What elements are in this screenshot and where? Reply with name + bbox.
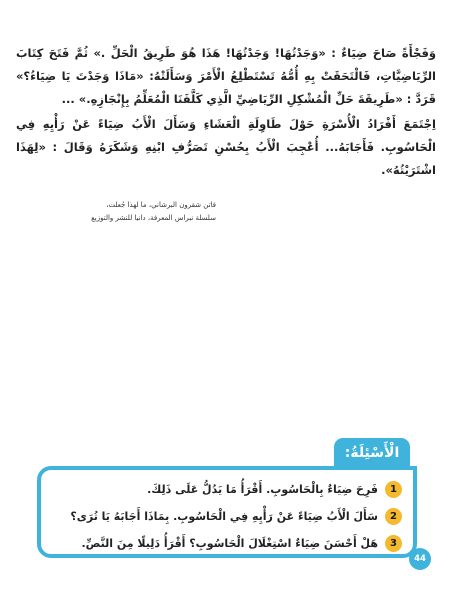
page-number-badge: 44 (409, 548, 431, 570)
question-item (52, 503, 402, 530)
question-item (52, 530, 402, 557)
story-paragraph-2: اِجْتَمَعَ أَفْرَادُ الْأُسْرَةِ حَوْلَ طَاوِلَةِ الْعَشَاءِ وَسَأَلَ الْأَبُ ضِيَاءً عَنْ رَأْيِهِ فِي الْحَاسُوبِ. فَأَجَابَهُ... أُعْجِبَ الْأَبُ بِحُسْنِ تَصَرُّفِ ابْنِهِ وَشَكَرَهُ وَقَالَ : «لِهَذَا اشْتَرَيْتُهُ». (16, 117, 436, 177)
question-number-badge: 2 (385, 508, 402, 525)
credit-author-line: فاتن شقرون البرشاني، ما لهذا جُعلت، (106, 201, 216, 209)
question-text: هَلْ أَحْسَنَ ضِيَاءٌ اسْتِغْلَالَ الْحَاسُوبِ؟ أَقْرَأُ دَلِيلًا مِنَ النَّصِّ. (81, 537, 378, 550)
credit-publisher-line: سلسلة نبراس المعرفة، دانيا للنشر والتوزيع (91, 214, 216, 222)
questions-title: الْأَسْئِلَةُ: (334, 438, 410, 468)
question-text: سَأَلَ الْأَبُ ضِيَاءً عَنْ رَأْيِهِ فِي الْحَاسُوبِ. بِمَاذَا أَجَابَهُ يَا تُرَى؟ (70, 510, 378, 523)
question-text: فَرِحَ ضِيَاءٌ بِالْحَاسُوبِ. أَقْرَأُ مَا يَدُلُّ عَلَى ذَلِكَ. (147, 483, 378, 496)
source-credit (16, 199, 216, 225)
question-number-badge: 1 (385, 481, 402, 498)
question-number-badge: 3 (385, 535, 402, 552)
story-text (16, 42, 436, 184)
questions-list (52, 476, 402, 557)
question-item (52, 476, 402, 503)
story-paragraph-1: وَفَجْأَةً صَاحَ ضِيَاءٌ : «وَجَدْتُهَا! وَجَدْتُهَا! هَذَا هُوَ طَرِيقُ الْحَلِّ .» ثُمَّ فَتَحَ كِتَابَ الرِّيَاضِيَّاتِ، فَالْتَحَقَتْ بِهِ أُمُّهُ تَسْتَطْلِعُ الْأَمْرَ وَسَأَلَتْهُ: «مَاذَا وَجَدْتَ يَا ضِيَاءُ؟» قَرَدَّ : «طَرِيقَةَ حَلِّ الْمُشْكِلِ الرِّيَاضِيِّ الَّذِي كَلَّفَنَا الْمُعَلِّمُ بِإِنْجَازِهِ.» ... (16, 46, 436, 106)
